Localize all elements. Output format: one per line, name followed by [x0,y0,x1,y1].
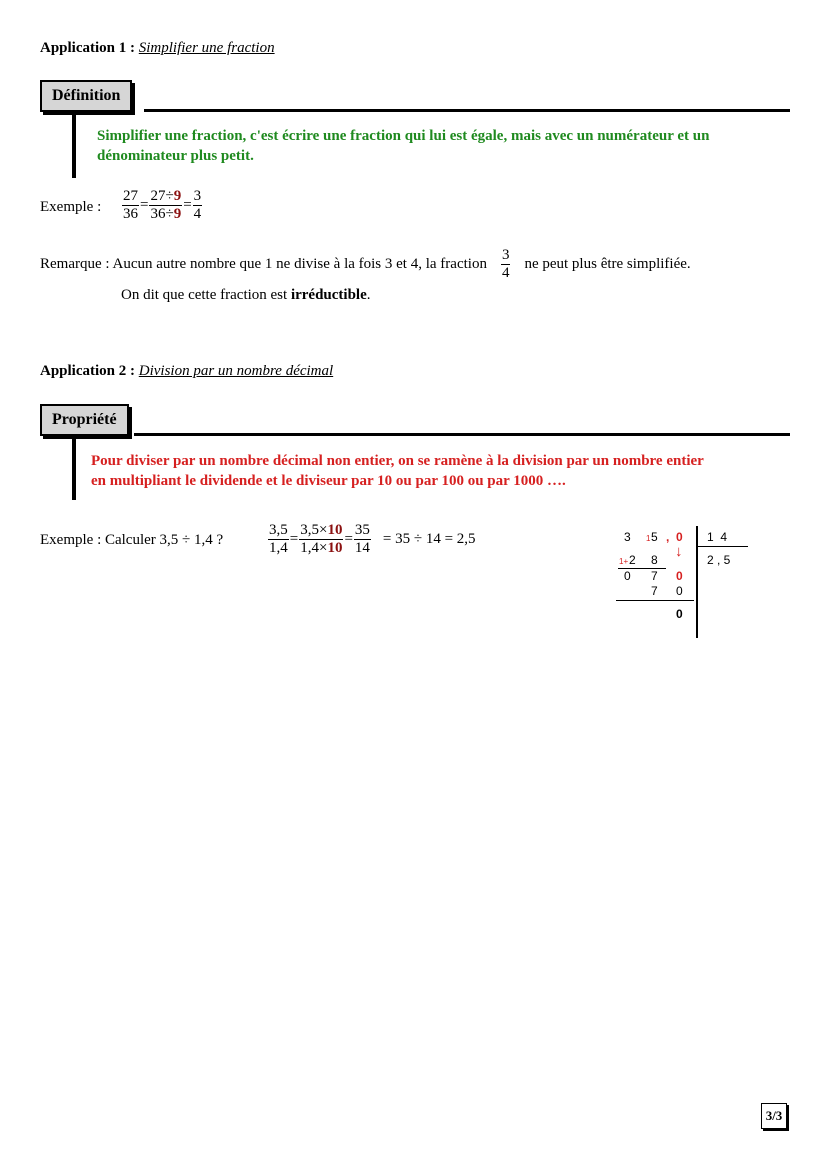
definition-rule [144,109,790,112]
example-1-fractions: $\frac{27}{36}$ = $\frac{27\div 9}{36\div 9}$ = $\frac{3}{4}$ [123,188,202,222]
sub1-carry: 1+ [619,557,629,566]
arrow-down-icon: ↓ [675,543,683,560]
remark-line2: On dit que cette fraction est irréductible. [121,287,371,303]
quotient: 2 , 5 [707,553,731,567]
dividend-digit-0: 0 [676,530,683,544]
property-label: Propriété [40,404,129,436]
division-divisor-line [696,546,748,547]
fraction-3-5-over-1-4: $\frac{3,5}{1,4}$ [269,522,288,556]
long-division [610,526,760,641]
division-vertical-line [696,526,698,638]
sub2-digit-7: 7 [651,584,658,598]
fraction-3-4: $\frac{3}{4}$ [193,188,202,222]
definition-label: Définition [40,80,132,112]
final-remainder: 0 [676,607,683,621]
remark [40,247,800,282]
page-number: 3/3 [761,1103,787,1129]
remark-line1-start: Remarque : Aucun autre nombre que 1 ne divise à la fois 3 et 4, la fraction [40,256,487,272]
definition-text [97,126,797,166]
example-2-fractions: $\frac{3,5}{1,4}$ = $\frac{3,5\times 10}{1,4\times 10}$ = $\frac{35}{14}$ = 35 ÷ 14 = 2,5 [269,522,476,556]
remark-fraction: $\frac{3}{4}$ [501,247,510,281]
sub2-line [616,600,694,601]
remark-line1-end: ne peut plus être simplifiée. [524,256,691,272]
sub1-digit-2: 2 [629,553,636,567]
fraction-27-36: $\frac{27}{36}$ [123,188,138,222]
divisor: 1 4 [707,530,728,544]
fraction-simplify-by-9: $\frac{27\div 9}{36\div 9}$ [150,188,182,222]
property-text-line1: Pour diviser par un nombre décimal non entier, on se ramène à la division par un nombre entier [91,453,704,469]
example-2-label: Exemple : Calculer 3,5 ÷ 1,4 ? [40,532,224,548]
property-bar [72,436,76,500]
definition-text-line1: Simplifier une fraction, c'est écrire une fraction qui lui est égale, mais avec un numérateur et un [97,128,710,144]
example-2-result: = 35 ÷ 14 = 2,5 [382,531,476,547]
sub2-digit-0: 0 [676,584,683,598]
property-text [91,451,801,491]
application-1-subtitle: Simplifier une fraction [138,40,275,56]
dividend-digit-3: 3 [624,530,631,544]
carry-1: 1 [646,534,651,543]
property-text-line2: en multipliant le dividende et le diviseur par 10 ou par 100 ou par 1000 …. [91,473,566,489]
rem1-digit-7: 7 [651,569,658,583]
application-1-title [40,40,275,57]
irreductible-term: irréductible [290,287,367,303]
definition-bar [72,112,76,178]
example-1-label: Exemple : [40,199,102,215]
fraction-35-14: $\frac{35}{14}$ [354,522,370,556]
application-2-subtitle: Division par un nombre décimal [138,363,334,379]
application-1-label: Application 1 : [40,40,136,56]
application-2-title [40,363,333,380]
dividend-comma: , [666,530,670,544]
property-rule [134,433,790,436]
sub1-digit-8: 8 [651,553,658,567]
rem1-digit-0: 0 [624,569,631,583]
definition-text-line2: dénominateur plus petit. [97,148,254,164]
dividend-digit-5: 5 [651,530,658,544]
fraction-times-10: $\frac{3,5\times 10}{1,4\times 10}$ [300,522,343,556]
rem1-digit-0-lowered: 0 [676,569,683,583]
application-2-label: Application 2 : [40,363,136,379]
